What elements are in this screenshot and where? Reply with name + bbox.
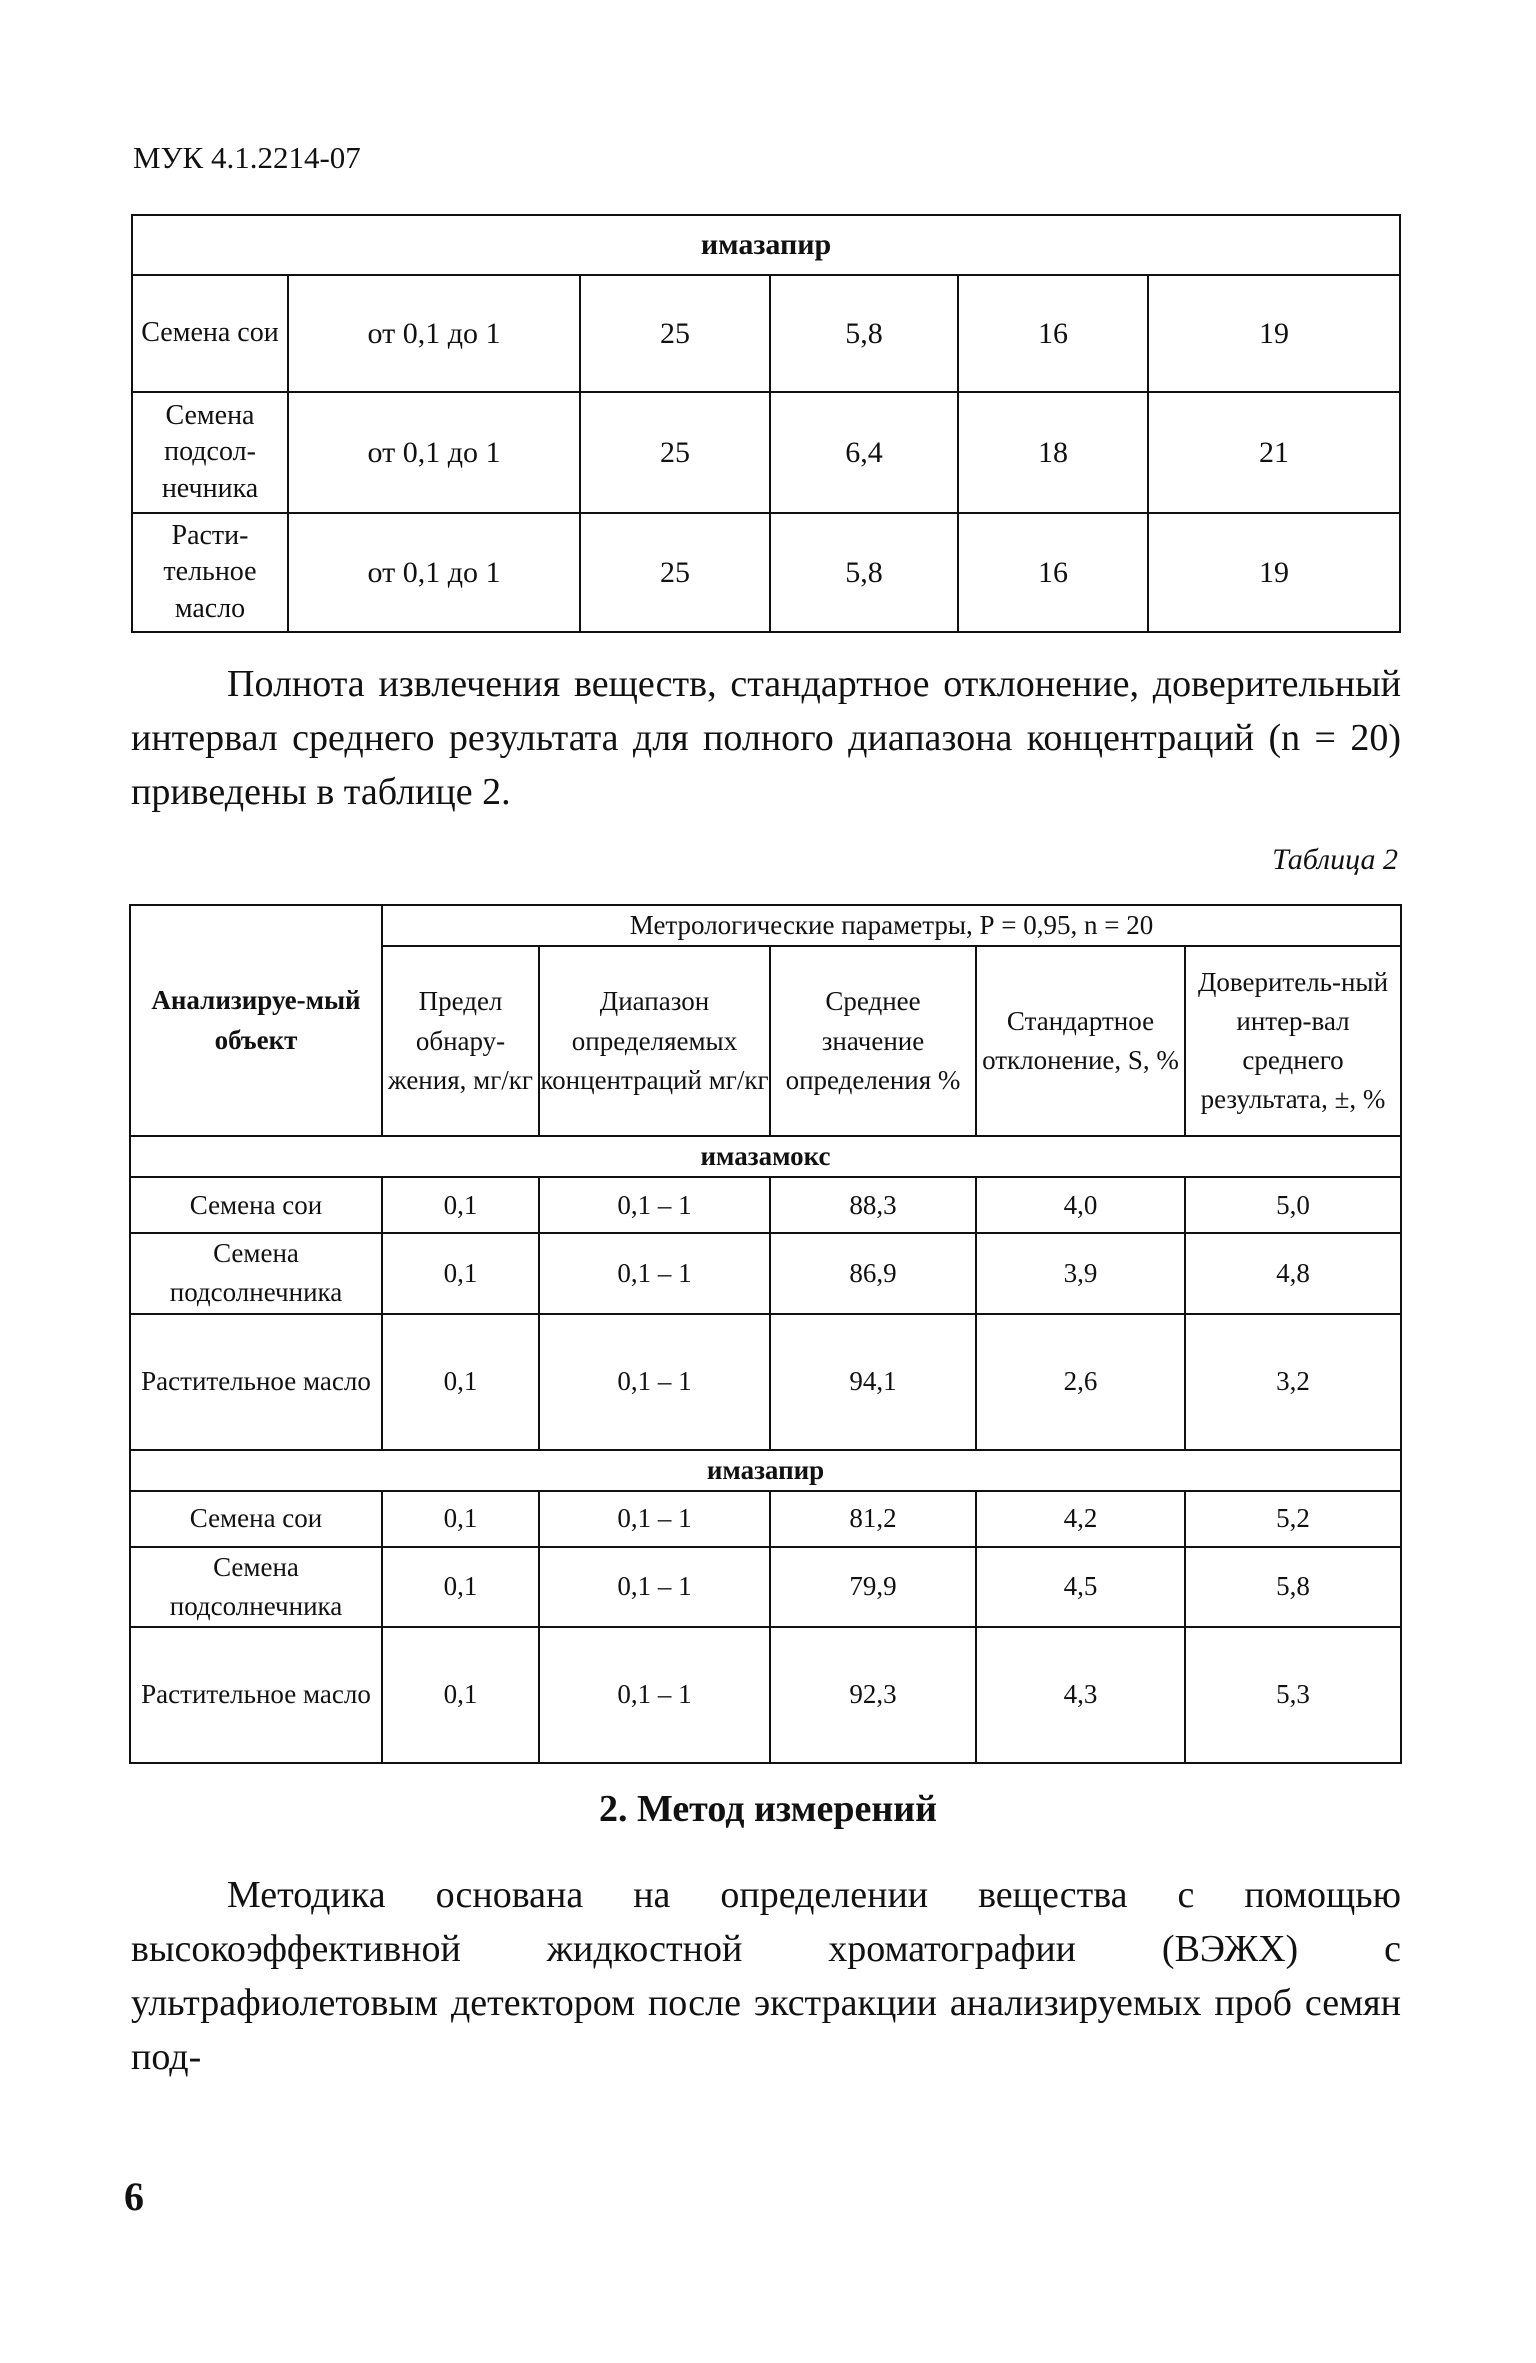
table-row — [130, 1491, 1401, 1547]
section-heading: 2. Метод измерений — [598, 1788, 938, 1830]
object-cell: Семена сои — [132, 275, 288, 392]
limit-cell: 0,1 — [382, 1491, 539, 1547]
mean-cell: 86,9 — [770, 1233, 976, 1313]
group-label: имазапир — [130, 1450, 1401, 1491]
range-cell: от 0,1 до 1 — [288, 275, 580, 392]
range-cell: от 0,1 до 1 — [288, 392, 580, 513]
limit-cell: 0,1 — [382, 1177, 539, 1233]
page-number: 6 — [124, 2174, 144, 2219]
value-cell: 5,8 — [770, 513, 958, 632]
mean-cell: 92,3 — [770, 1627, 976, 1763]
ci-cell: 5,2 — [1185, 1491, 1401, 1547]
range-cell: от 0,1 до 1 — [288, 513, 580, 632]
object-cell: Семена подсолнечника — [130, 1233, 382, 1313]
table-row — [132, 275, 1400, 392]
sd-cell: 4,2 — [976, 1491, 1185, 1547]
value-cell: 21 — [1148, 392, 1400, 513]
metrology-table — [129, 904, 1402, 1764]
ci-cell: 5,0 — [1185, 1177, 1401, 1233]
section-paragraph: Методика основана на определении вещества с помощью высокоэффективной жидкостной хроматографии (ВЭЖХ) с ультрафиолетовым детектором после экстракции анализируемых проб семян под- — [131, 1874, 1401, 2078]
range-cell: 0,1 – 1 — [539, 1177, 770, 1233]
group-label: имазапир — [132, 215, 1400, 275]
value-cell: 25 — [580, 275, 770, 392]
object-cell: Семена сои — [130, 1177, 382, 1233]
limit-cell: 0,1 — [382, 1627, 539, 1763]
document-code: МУК 4.1.2214-07 — [133, 140, 361, 175]
ci-cell: 3,2 — [1185, 1314, 1401, 1450]
sd-cell: 2,6 — [976, 1314, 1185, 1450]
header-mean: Среднее значение определения % — [770, 946, 976, 1136]
value-cell: 18 — [958, 392, 1148, 513]
value-cell: 19 — [1148, 275, 1400, 392]
table-row — [130, 1627, 1401, 1763]
table-row — [130, 1314, 1401, 1450]
header-metrology: Метрологические параметры, Р = 0,95, n = 20 — [382, 905, 1401, 946]
table-row — [132, 513, 1400, 632]
ci-cell: 5,3 — [1185, 1627, 1401, 1763]
value-cell: 16 — [958, 513, 1148, 632]
sd-cell: 3,9 — [976, 1233, 1185, 1313]
mean-cell: 79,9 — [770, 1547, 976, 1627]
value-cell: 25 — [580, 513, 770, 632]
sd-cell: 4,5 — [976, 1547, 1185, 1627]
header-confidence: Доверитель-ный интер-вал среднего результата, ±, % — [1185, 946, 1401, 1136]
value-cell: 5,8 — [770, 275, 958, 392]
table-row — [130, 1547, 1401, 1627]
limit-cell: 0,1 — [382, 1233, 539, 1313]
table-caption: Таблица 2 — [1272, 843, 1398, 876]
table-row — [130, 1233, 1401, 1313]
header-object: Анализируе-мый объект — [130, 905, 382, 1136]
header-range: Диапазон определяемых концентраций мг/кг — [539, 946, 770, 1136]
value-cell: 19 — [1148, 513, 1400, 632]
object-cell: Семена подсол-нечника — [132, 392, 288, 513]
range-cell: 0,1 – 1 — [539, 1547, 770, 1627]
mean-cell: 88,3 — [770, 1177, 976, 1233]
sd-cell: 4,0 — [976, 1177, 1185, 1233]
range-cell: 0,1 – 1 — [539, 1627, 770, 1763]
value-cell: 16 — [958, 275, 1148, 392]
limit-cell: 0,1 — [382, 1547, 539, 1627]
ci-cell: 4,8 — [1185, 1233, 1401, 1313]
sd-cell: 4,3 — [976, 1627, 1185, 1763]
value-cell: 6,4 — [770, 392, 958, 513]
intro-paragraph: Полнота извлечения веществ, стандартное отклонение, доверительный интервал среднего результата для полного диапазона концентраций (n = 20) приведены в таблице 2. — [131, 663, 1401, 813]
limit-cell: 0,1 — [382, 1314, 539, 1450]
object-cell: Расти-тельное масло — [132, 513, 288, 632]
object-cell: Семена сои — [130, 1491, 382, 1547]
continued-results-table — [131, 214, 1401, 633]
header-std-dev: Стандартное отклонение, S, % — [976, 946, 1185, 1136]
range-cell: 0,1 – 1 — [539, 1233, 770, 1313]
object-cell: Семена подсолнечника — [130, 1547, 382, 1627]
table-row — [132, 392, 1400, 513]
group-label: имазамокс — [130, 1136, 1401, 1177]
ci-cell: 5,8 — [1185, 1547, 1401, 1627]
range-cell: 0,1 – 1 — [539, 1314, 770, 1450]
table-row — [130, 1177, 1401, 1233]
value-cell: 25 — [580, 392, 770, 513]
header-detection-limit: Предел обнару-жения, мг/кг — [382, 946, 539, 1136]
range-cell: 0,1 – 1 — [539, 1491, 770, 1547]
object-cell: Растительное масло — [130, 1627, 382, 1763]
object-cell: Растительное масло — [130, 1314, 382, 1450]
mean-cell: 81,2 — [770, 1491, 976, 1547]
mean-cell: 94,1 — [770, 1314, 976, 1450]
